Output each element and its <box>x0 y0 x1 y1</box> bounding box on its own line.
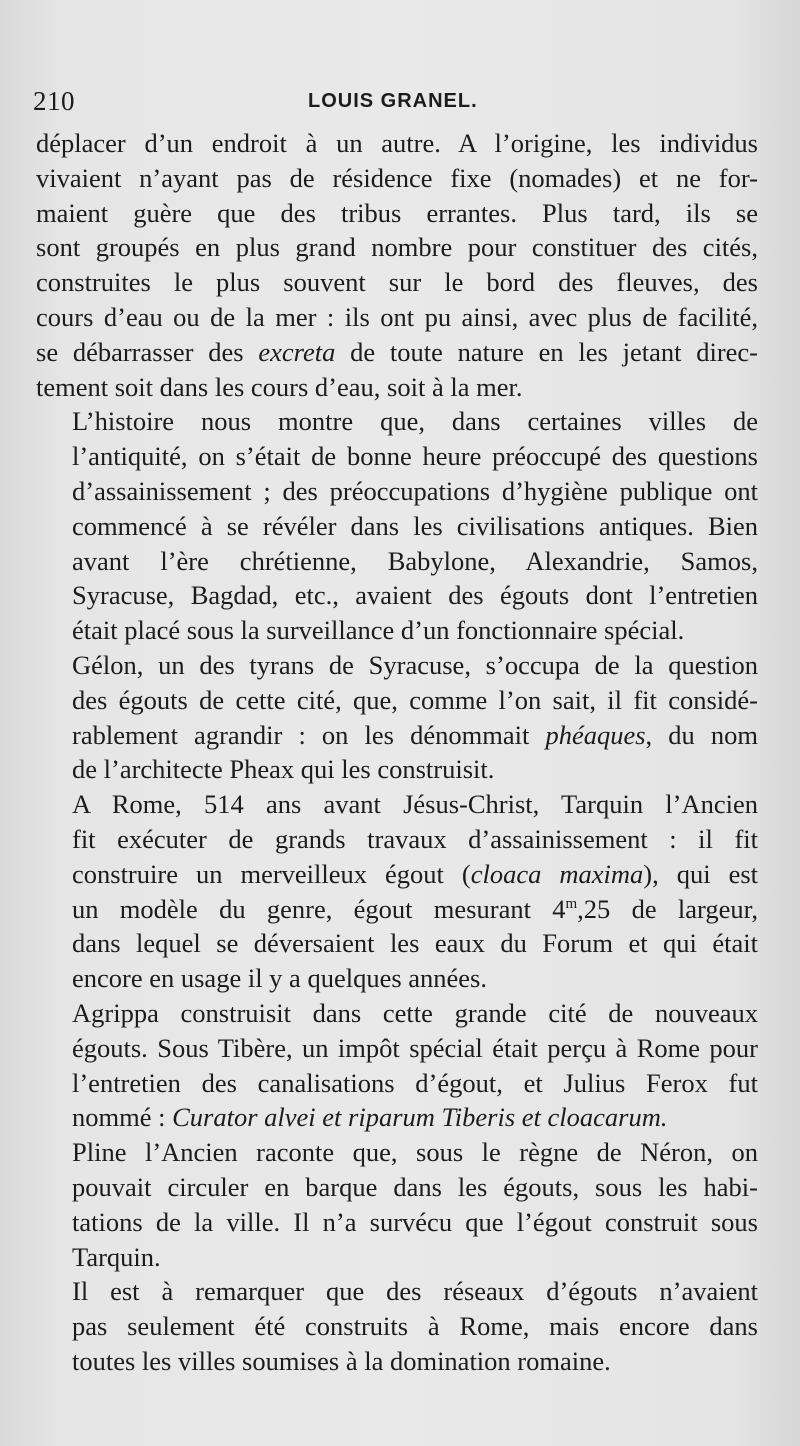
text-line: vivaient n’ayant pas de résidence fixe (nomades) et ne for- <box>36 162 758 193</box>
body-text <box>36 126 758 1379</box>
text-line: des égouts de cette cité, que, comme l’on sait, il fit considé- <box>72 684 758 715</box>
italic-term: cloaca maxima <box>470 858 644 889</box>
italic-latin-title: Curator alvei et riparum Tiberis et cloacarum. <box>172 1102 668 1133</box>
text-line: Pline l’Ancien raconte que, sous le règne de Néron, on <box>72 1137 758 1168</box>
text-line: déplacer d’un endroit à un autre. A l’origine, les individus <box>36 128 758 158</box>
text-line: commencé à se révéler dans les civilisations antiques. Bien <box>72 510 758 541</box>
paragraph-3 <box>36 648 758 787</box>
text-run: se débarrasser des <box>36 336 259 367</box>
text-run: ), qui est <box>643 858 759 889</box>
text-line: tement soit dans les cours d’eau, soit à la mer. <box>36 371 523 402</box>
paragraph-4 <box>36 787 758 996</box>
italic-term: phéaques <box>545 719 646 750</box>
text-line: de l’architecte Pheax qui les construisit. <box>72 754 495 785</box>
text-line: l’antiquité, on s’était de bonne heure préoccupé des questions <box>72 441 758 472</box>
running-head: LOUIS GRANEL. <box>308 90 478 112</box>
text-run: , du nom <box>645 719 758 750</box>
page-number: 210 <box>33 86 75 116</box>
text-line: tations de la ville. Il n’a survécu que l’égout construit sous <box>72 1206 758 1237</box>
page-header <box>0 86 800 118</box>
text-line <box>36 857 758 892</box>
text-run: rablement agrandir : on les dénommait <box>72 719 546 750</box>
text-line: maient guère que des tribus errantes. Plus tard, ils se <box>36 197 758 228</box>
text-run: construire un merveilleux égout ( <box>72 858 471 889</box>
text-line: pouvait circuler en barque dans les égouts, sous les habi- <box>72 1171 758 1202</box>
italic-term: excreta <box>258 336 336 367</box>
paragraph-5 <box>36 996 758 1135</box>
text-line: Agrippa construisit dans cette grande cité de nouveaux <box>72 997 758 1028</box>
text-line <box>36 718 758 753</box>
text-line <box>36 335 758 370</box>
text-line: avant l’ère chrétienne, Babylone, Alexandrie, Samos, <box>72 545 758 576</box>
text-line: égouts. Sous Tibère, un impôt spécial était perçu à Rome pour <box>72 1032 758 1063</box>
text-line: L’histoire nous montre que, dans certaines villes de <box>72 406 758 437</box>
text-line: sont groupés en plus grand nombre pour constituer des cités, <box>36 232 758 263</box>
text-line: fit exécuter de grands travaux d’assainissement : il fit <box>72 823 758 854</box>
text-run: un modèle du genre, égout mesurant 4 <box>72 893 566 924</box>
text-line: construites le plus souvent sur le bord des fleuves, des <box>36 267 758 298</box>
text-line: A Rome, 514 ans avant Jésus-Christ, Tarquin l’Ancien <box>72 789 758 820</box>
text-line: pas seulement été construits à Rome, mais encore dans <box>72 1311 758 1342</box>
text-line: Tarquin. <box>72 1241 161 1272</box>
text-run: ,25 de largeur, <box>577 893 758 924</box>
text-line <box>36 1100 758 1135</box>
text-run: de toute nature en les jetant direc- <box>335 336 758 367</box>
text-line: était placé sous la surveillance d’un fonctionnaire spécial. <box>72 615 685 646</box>
text-line: encore en usage il y a quelques années. <box>72 963 487 994</box>
text-line: toutes les villes soumises à la domination romaine. <box>72 1345 611 1376</box>
superscript-unit: m <box>565 895 578 912</box>
text-line: Syracuse, Bagdad, etc., avaient des égouts dont l’entretien <box>72 580 758 611</box>
text-line: dans lequel se déversaient les eaux du Forum et qui était <box>72 928 758 959</box>
paragraph-2 <box>36 404 758 648</box>
text-line: Il est à remarquer que des réseaux d’égouts n’avaient <box>72 1276 758 1307</box>
paragraph-7 <box>36 1274 758 1378</box>
text-line <box>36 892 758 927</box>
text-line: Gélon, un des tyrans de Syracuse, s’occupa de la question <box>72 649 758 680</box>
paragraph-6 <box>36 1135 758 1274</box>
text-run: nommé : <box>72 1102 173 1133</box>
text-line: d’assainissement ; des préoccupations d’hygiène publique ont <box>72 475 758 506</box>
text-line: l’entretien des canalisations d’égout, et Julius Ferox fut <box>72 1067 758 1098</box>
text-line: cours d’eau ou de la mer : ils ont pu ainsi, avec plus de facilité, <box>36 301 758 332</box>
paragraph-1 <box>36 126 758 404</box>
